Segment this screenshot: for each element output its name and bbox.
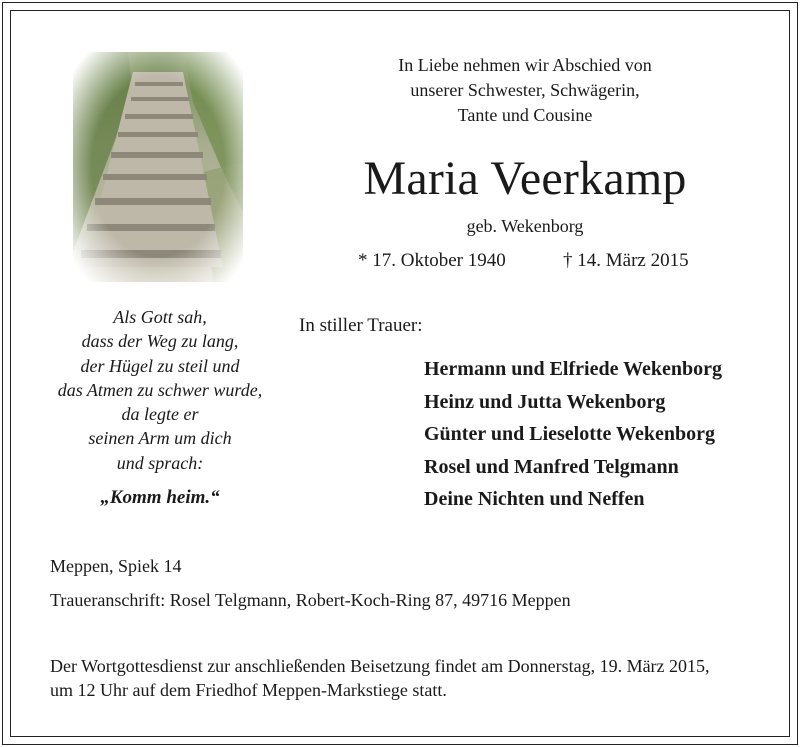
- mourner-name: Heinz und Jutta Wekenborg: [424, 390, 666, 413]
- mourning-address: Traueranschrift: Rosel Telgmann, Robert-Koch-Ring 87, 49716 Meppen: [50, 590, 571, 610]
- poem-quote: „Komm heim.“: [100, 487, 220, 508]
- intro-line: unserer Schwester, Schwägerin,: [410, 80, 640, 100]
- stone-stairs-photo: [73, 52, 243, 282]
- birth-date: * 17. Oktober 1940: [358, 250, 506, 271]
- poem-line: da legte er: [121, 404, 199, 425]
- mourner-name: Deine Nichten und Neffen: [424, 488, 645, 511]
- poem-line: seinen Arm um dich: [88, 428, 232, 449]
- poem: [30, 305, 290, 475]
- poem-line: Als Gott sah,: [113, 307, 207, 327]
- mourner-list: [424, 353, 722, 516]
- intro-text: [330, 53, 720, 128]
- poem-line: dass der Weg zu lang,: [81, 331, 239, 352]
- intro-line: Tante und Cousine: [457, 105, 593, 125]
- mourner-name: Rosel und Manfred Telgmann: [424, 455, 679, 478]
- intro-line: In Liebe nehmen wir Abschied von: [398, 55, 652, 75]
- poem-line: der Hügel zu steil und: [80, 355, 240, 376]
- service-line: um 12 Uhr auf dem Friedhof Meppen-Markstiege statt.: [50, 680, 447, 700]
- poem-line: und sprach:: [116, 452, 204, 473]
- service-line: Der Wortgottesdienst zur anschließenden Beisetzung findet am Donnerstag, 19. März 2015,: [50, 656, 710, 676]
- poem-line: das Atmen zu schwer wurde,: [57, 379, 263, 400]
- service-notice: [50, 654, 755, 702]
- home-address: Meppen, Spiek 14: [50, 556, 182, 576]
- mourner-name: Hermann und Elfriede Wekenborg: [424, 358, 722, 380]
- mourner-name: Günter und Lieselotte Wekenborg: [424, 423, 715, 446]
- death-date: † 14. März 2015: [563, 250, 689, 271]
- deceased-name: Maria Veerkamp: [363, 152, 687, 205]
- maiden-name: geb. Wekenborg: [466, 216, 584, 236]
- mourning-label: In stiller Trauer:: [299, 315, 423, 336]
